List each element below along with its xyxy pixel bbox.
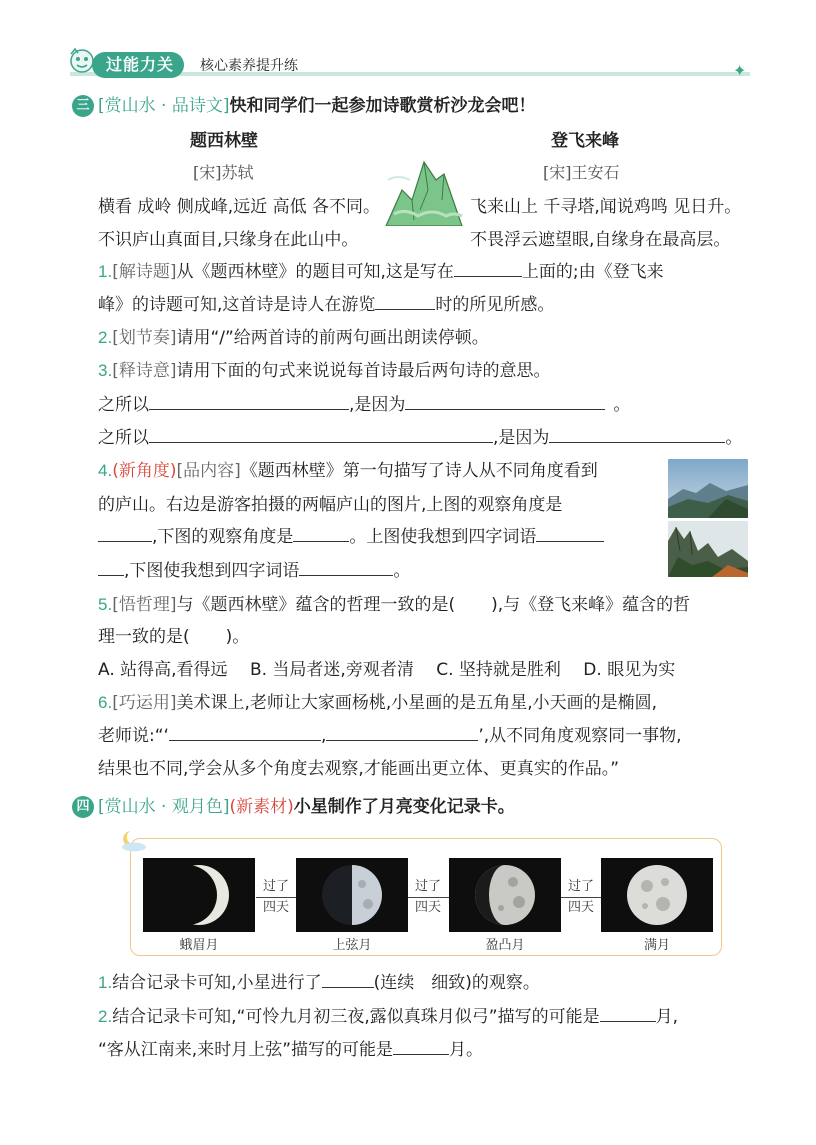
question-3-4-cont-3: ,下图使我想到四字词语 。 xyxy=(98,556,410,586)
section-4-new: (新素材) xyxy=(229,797,294,817)
question-3-6-cont-2: 结果也不同,学会从多个角度去观察,才能画出更立体、更真实的作品。” xyxy=(98,759,620,779)
answer-blank[interactable] xyxy=(322,968,374,988)
question-3-2: 2.[划节奏]请用“/”给两首诗的前两句画出朗读停顿。 xyxy=(98,328,489,348)
star-icon: ✦ xyxy=(733,61,747,80)
question-4-2: 2.结合记录卡可知,“可怜九月初三夜,露似真珠月似弓”描写的可能是 月, xyxy=(98,1002,678,1032)
question-3-1-cont: 峰》的诗题可知,这首诗是诗人在游览 时的所见所感。 xyxy=(98,290,554,320)
question-3-1: 1.[解诗题]从《题西林壁》的题目可知,这是写在 上面的;由《登飞来 xyxy=(98,257,664,287)
poem-2-line-2: 不畏浮云遮望眼,自缘身在最高层。 xyxy=(470,230,731,250)
arrow-3-bottom: 四天 xyxy=(567,900,594,915)
question-3-5-cont: 理一致的是( )。 xyxy=(98,627,250,647)
answer-blank[interactable] xyxy=(149,423,493,443)
question-4-2-cont: “客从江南来,来时月上弦”描写的可能是 月。 xyxy=(98,1035,483,1065)
question-3-6-cont-1: 老师说:“‘ , ’,从不同角度观察同一事物, xyxy=(98,721,682,751)
section-4-badge: 四 xyxy=(72,796,94,818)
question-3-5: 5.[悟哲理]与《题西林壁》蕴含的哲理一致的是( ),与《登飞来峰》蕴含的哲 xyxy=(98,595,691,615)
section-4-title xyxy=(98,794,515,820)
answer-blank[interactable] xyxy=(149,390,349,410)
arrow-1-top: 过了 xyxy=(262,879,289,894)
section-3-heading: 快和同学们一起参加诗歌赏析沙龙会吧！ xyxy=(229,96,536,116)
poem-2-line-1: 飞来山上 千寻塔,闻说鸡鸣 见日升。 xyxy=(470,197,742,217)
arrow-1-bottom: 四天 xyxy=(262,900,289,915)
answer-blank[interactable] xyxy=(600,1002,656,1022)
answer-blank[interactable] xyxy=(169,721,321,741)
header-badge: 过能力关 xyxy=(92,52,184,78)
arrow-2-bottom: 四天 xyxy=(414,900,441,915)
moon-label-4: 满月 xyxy=(643,938,670,953)
lushan-photo-bottom xyxy=(668,521,748,577)
question-3-4-cont-1: 的庐山。右边是游客拍摄的两幅庐山的图片,上图的观察角度是 xyxy=(98,495,563,515)
answer-blank[interactable] xyxy=(454,257,522,277)
section-3-title xyxy=(98,93,535,119)
moon-crescent-image xyxy=(143,858,255,932)
poem-1-line-2: 不识庐山真面目,只缘身在此山中。 xyxy=(98,230,359,250)
section-4-tag: [赏山水 · 观月色] xyxy=(98,797,230,817)
moon-label-1: 蛾眉月 xyxy=(179,938,219,953)
answer-blank[interactable] xyxy=(299,556,393,576)
section-3-badge: 三 xyxy=(72,95,94,117)
answer-blank[interactable] xyxy=(98,556,124,576)
moon-label-3: 盈凸月 xyxy=(485,938,525,953)
question-3-3-row-2: 之所以 ,是因为 。 xyxy=(98,423,742,453)
lushan-photo-top xyxy=(668,459,748,518)
poem-2-author: [宋]王安石 xyxy=(543,163,620,182)
section-3-tag: [赏山水 · 品诗文] xyxy=(98,96,230,116)
arrow-1-line xyxy=(256,897,296,898)
answer-blank[interactable] xyxy=(375,290,435,310)
poem-1-line-1: 横看 成岭 侧成峰,远近 高低 各不同。 xyxy=(98,197,381,217)
question-3-6: 6.[巧运用]美术课上,老师让大家画杨桃,小星画的是五角星,小天画的是椭圆, xyxy=(98,693,658,713)
answer-blank[interactable] xyxy=(549,423,725,443)
question-4-1: 1.结合记录卡可知,小星进行了 (连续 细致)的观察。 xyxy=(98,968,540,998)
question-3-3: 3.[释诗意]请用下面的句式来说说每首诗最后两句诗的意思。 xyxy=(98,361,551,381)
arrow-2-top: 过了 xyxy=(414,879,441,894)
mountain-illustration xyxy=(384,150,464,226)
question-3-4: 4.(新角度)[品内容]《题西林壁》第一句描写了诗人从不同角度看到 xyxy=(98,461,598,481)
question-3-4-cont-2: ,下图的观察角度是 。上图使我想到四字词语 xyxy=(98,522,604,552)
cloud-moon-icon xyxy=(118,829,148,853)
answer-blank[interactable] xyxy=(98,522,152,542)
poem-1-title: 题西林壁 xyxy=(190,131,258,151)
answer-blank[interactable] xyxy=(326,721,478,741)
answer-blank[interactable] xyxy=(405,390,605,410)
arrow-3-line xyxy=(561,897,601,898)
moon-first-quarter-image xyxy=(296,858,408,932)
poem-1-author: [宋]苏轼 xyxy=(193,163,254,182)
question-3-3-row-1: 之所以 ,是因为 。 xyxy=(98,390,630,420)
arrow-3-top: 过了 xyxy=(567,879,594,894)
section-4-heading: 小星制作了月亮变化记录卡。 xyxy=(293,797,515,817)
answer-blank[interactable] xyxy=(393,1035,449,1055)
moon-waxing-gibbous-image xyxy=(449,858,561,932)
answer-blank[interactable] xyxy=(293,522,349,542)
poem-2-title: 登飞来峰 xyxy=(551,131,619,151)
arrow-2-line xyxy=(408,897,449,898)
moon-label-2: 上弦月 xyxy=(332,938,372,953)
answer-blank[interactable] xyxy=(536,522,604,542)
moon-full-image xyxy=(601,858,713,932)
header-subtitle: 核心素养提升练 xyxy=(200,58,298,74)
question-3-5-options: A. 站得高,看得远 B. 当局者迷,旁观者清 C. 坚持就是胜利 D. 眼见为实 xyxy=(98,660,676,680)
